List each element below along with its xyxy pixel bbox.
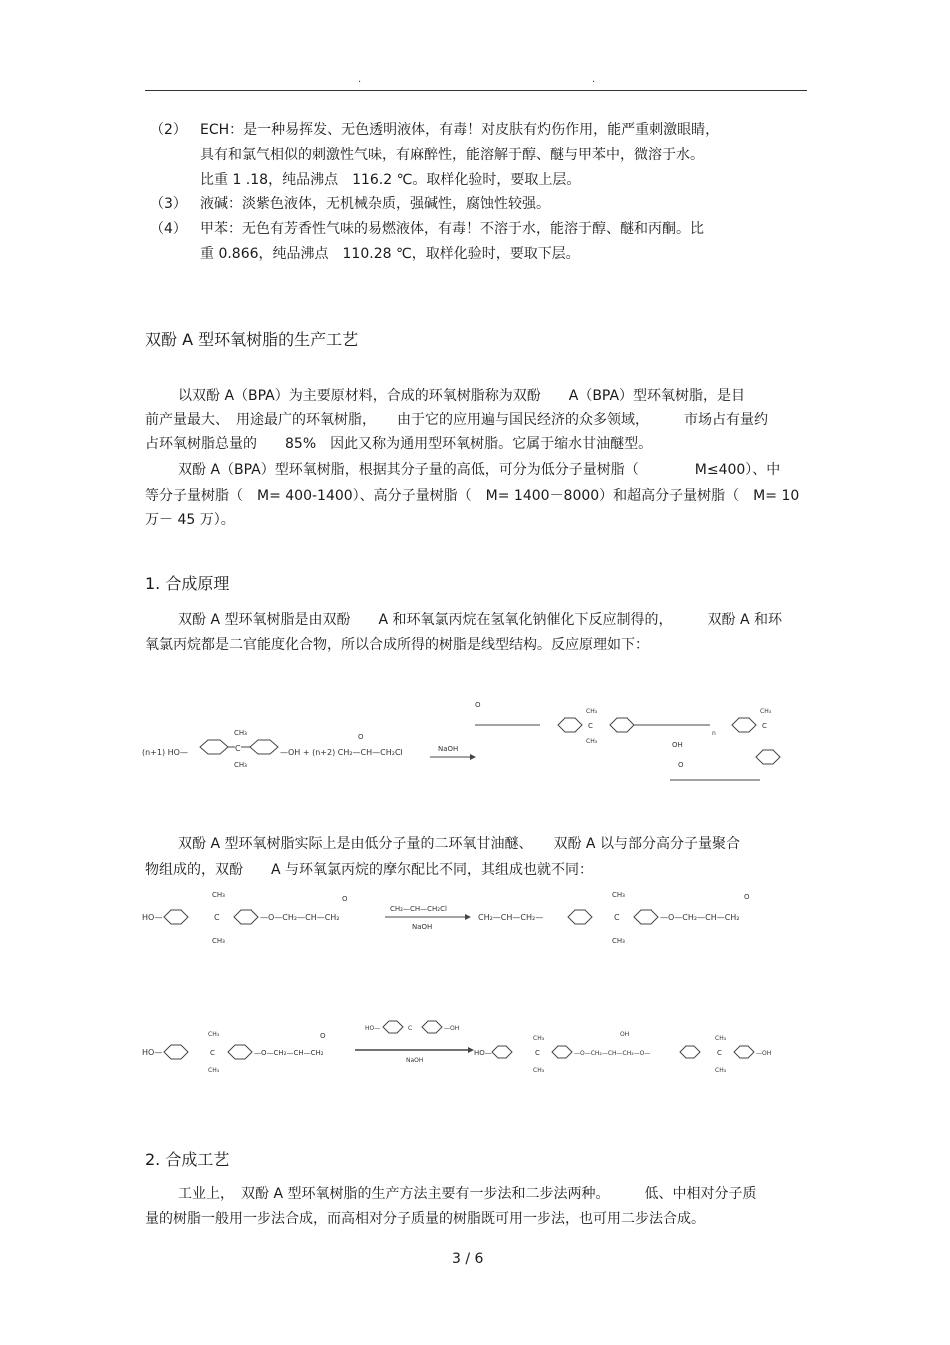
benzene-ring (732, 718, 756, 732)
list-line: ECH：是一种易挥发、无色透明液体，有毒！对皮肤有灼伤作用，能严重刺激眼睛， (200, 122, 720, 138)
svg-text:C: C (235, 744, 241, 753)
svg-text:CH₃: CH₃ (208, 1067, 220, 1074)
eq1-lhs-prefix: (n+1) HO— (142, 748, 188, 757)
svg-text:n: n (712, 730, 716, 737)
svg-text:CH₂—CH—CH₂Cl: CH₂—CH—CH₂Cl (390, 905, 447, 913)
paragraph-line: 万－ 45 万）。 (145, 512, 235, 528)
header-dot-right: . (592, 74, 596, 85)
benzene-ring (422, 1021, 442, 1033)
svg-text:C: C (762, 722, 767, 730)
list-number: （4） (150, 221, 187, 237)
svg-text:O: O (358, 733, 364, 741)
reaction-scheme-3 (140, 1010, 800, 1085)
svg-text:CH₃: CH₃ (760, 708, 772, 715)
section-2-title: 2. 合成工艺 (145, 1150, 230, 1169)
benzene-ring (228, 1045, 252, 1059)
svg-text:NaOH: NaOH (412, 923, 433, 931)
svg-text:OH: OH (672, 741, 683, 749)
svg-text:CH₃: CH₃ (586, 708, 598, 715)
benzene-ring (558, 718, 582, 732)
benzene-ring (734, 1046, 754, 1058)
section-1-title: 1. 合成原理 (145, 574, 230, 593)
svg-text:O: O (342, 895, 348, 903)
benzene-ring (250, 740, 278, 754)
svg-text:HO—: HO— (365, 1025, 381, 1032)
section-title: 双酚 A 型环氧树脂的生产工艺 (145, 330, 359, 349)
eq1-condition: NaOH (438, 745, 459, 753)
paragraph-line: 物组成的，双酚 A 与环氧氯丙烷的摩尔配比不同，其组成也就不同： (145, 862, 594, 878)
svg-text:CH₃: CH₃ (208, 1031, 220, 1038)
paragraph-line: 量的树脂一般用一步法合成，而高相对分子质量的树脂既可用一步法，也可用二步法合成。 (145, 1211, 705, 1227)
svg-text:O: O (320, 1032, 326, 1040)
svg-text:CH₃: CH₃ (212, 937, 225, 945)
reaction-scheme-2 (140, 885, 800, 955)
svg-text:O: O (475, 701, 481, 709)
benzene-ring (680, 1046, 700, 1058)
header-dot-left: . (358, 74, 362, 85)
svg-text:CH₂—CH—CH₂—: CH₂—CH—CH₂— (478, 913, 544, 922)
svg-text:CH₃: CH₃ (715, 1067, 727, 1074)
benzene-ring (492, 1046, 512, 1058)
svg-text:CH₃: CH₃ (586, 738, 598, 745)
svg-text:CH₃: CH₃ (234, 729, 247, 737)
svg-text:O: O (744, 893, 750, 901)
paragraph-line: 工业上， 双酚 A 型环氧树脂的生产方法主要有一步法和二步法两种。 低、中相对分子质 (178, 1186, 757, 1202)
svg-text:C: C (408, 1025, 413, 1032)
paragraph-line: 氧氯丙烷都是二官能度化合物，所以合成所得的树脂是线型结构。反应原理如下： (145, 637, 649, 653)
svg-text:HO—: HO— (142, 1048, 163, 1057)
svg-text:—O—CH₂—CH—CH₂: —O—CH₂—CH—CH₂ (254, 1049, 324, 1057)
svg-text:CH₃: CH₃ (612, 937, 625, 945)
benzene-ring (234, 910, 258, 924)
svg-text:C: C (535, 1049, 540, 1057)
svg-text:C: C (210, 1049, 215, 1057)
list-line: 液碱：淡紫色液体，无机械杂质，强碱性，腐蚀性较强。 (200, 196, 550, 212)
svg-text:CH₃: CH₃ (234, 761, 247, 769)
svg-text:—O—CH₂—CH—CH₂—O—: —O—CH₂—CH—CH₂—O— (574, 1050, 651, 1057)
svg-text:CH₃: CH₃ (212, 891, 225, 899)
svg-text:—O—CH₂—CH—CH₂: —O—CH₂—CH—CH₂ (260, 913, 340, 922)
svg-text:CH₃: CH₃ (533, 1067, 545, 1074)
svg-text:CH₃: CH₃ (533, 1035, 545, 1042)
benzene-ring (552, 1046, 572, 1058)
paragraph-line: 前产量最大、 用途最广的环氧树脂， 由于它的应用遍与国民经济的众多领域， 市场占有量约 (145, 412, 768, 428)
page-number: 3 / 6 (452, 1251, 484, 1267)
paragraph-line: 双酚 A 型环氧树脂是由双酚 A 和环氧氯丙烷在氢氧化钠催化下反应制得的， 双酚 A 和环 (178, 612, 782, 628)
svg-text:—OH: —OH (756, 1050, 772, 1057)
benzene-ring (568, 910, 592, 924)
svg-text:HO—: HO— (142, 913, 163, 922)
benzene-ring (164, 910, 188, 924)
svg-text:C: C (614, 913, 620, 922)
benzene-ring (383, 1021, 403, 1033)
svg-text:—O—CH₂—CH—CH₂: —O—CH₂—CH—CH₂ (660, 913, 740, 922)
list-number: （3） (150, 196, 187, 212)
list-line: 具有和氯气相似的刺激性气味，有麻醉性，能溶解于醇、醚与甲苯中，微溶于水。 (200, 147, 704, 163)
list-line: 甲苯：无色有芳香性气味的易燃液体，有毒！不溶于水，能溶于醇、醚和丙酮。比 (200, 221, 704, 237)
svg-text:—OH: —OH (444, 1025, 460, 1032)
svg-text:NaOH: NaOH (406, 1057, 424, 1064)
svg-text:CH₃: CH₃ (715, 1035, 727, 1042)
paragraph-line: 双酚 A 型环氧树脂实际上是由低分子量的二环氧甘油醚、 双酚 A 以与部分高分子量聚合 (178, 836, 740, 852)
svg-text:CH₃: CH₃ (612, 891, 625, 899)
benzene-ring (634, 910, 658, 924)
svg-text:C: C (214, 913, 220, 922)
list-line: 重 0.866，纯品沸点 110.28 ℃，取样化验时，要取下层。 (200, 246, 580, 262)
eq1-lhs-rest: —OH + (n+2) CH₂—CH—CH₂Cl (280, 748, 403, 757)
list-number: （2） (150, 122, 187, 138)
list-line: 比重 1 .18，纯品沸点 116.2 ℃。取样化验时，要取上层。 (200, 172, 581, 188)
benzene-ring (610, 718, 634, 732)
benzene-ring (756, 750, 780, 764)
paragraph-line: 等分子量树脂（ M= 400-1400）、高分子量树脂（ M= 1400－8000）和超高分子量树脂（ M= 10 (145, 488, 800, 504)
paragraph-line: 占环氧树脂总量的 85% 因此又称为通用型环氧树脂。它属于缩水甘油醚型。 (145, 436, 653, 452)
paragraph-line: 以双酚 A（BPA）为主要原材料，合成的环氧树脂称为双酚 A（BPA）型环氧树脂，是目 (178, 388, 746, 404)
paragraph-line: 双酚 A（BPA）型环氧树脂，根据其分子量的高低，可分为低分子量树脂（ M≤400）、中 (178, 462, 781, 478)
benzene-ring (164, 1045, 188, 1059)
svg-text:C: C (588, 722, 593, 730)
svg-text:OH: OH (620, 1031, 630, 1038)
svg-text:C: C (717, 1049, 722, 1057)
benzene-ring (200, 740, 228, 754)
reaction-scheme-1 (140, 695, 800, 815)
svg-text:HO—: HO— (474, 1049, 492, 1057)
svg-text:O: O (678, 761, 684, 769)
header-rule (145, 90, 807, 91)
